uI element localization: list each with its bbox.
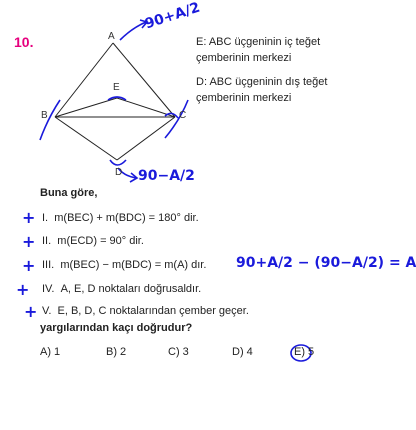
point-label-c: C bbox=[179, 110, 187, 121]
statement-text: E, B, D, C noktalarından çember geçer. bbox=[57, 305, 249, 317]
point-label-b: B bbox=[41, 110, 48, 121]
statement-roman: II. bbox=[42, 235, 52, 247]
statement-5 bbox=[42, 305, 249, 317]
statement-2 bbox=[42, 235, 144, 247]
check-mark-1: + bbox=[22, 208, 36, 227]
choice-a[interactable]: A) 1 bbox=[40, 346, 61, 358]
description-e-line2: çemberinin merkezi bbox=[196, 52, 292, 64]
point-label-a: A bbox=[108, 31, 115, 42]
check-mark-5: + bbox=[24, 302, 38, 321]
statement-roman: IV. bbox=[42, 283, 55, 295]
statement-text: m(BEC) − m(BDC) = m(A) dır. bbox=[60, 259, 207, 271]
side-ab bbox=[55, 43, 113, 117]
question-prompt: yargılarından kaçı doğrudur? bbox=[40, 322, 193, 334]
statement-roman: I. bbox=[42, 212, 49, 224]
point-label-e: E bbox=[113, 82, 120, 93]
handwriting-angle-bottom: 90−A/2 bbox=[138, 168, 195, 184]
question-stem: Buna göre, bbox=[40, 187, 98, 199]
check-mark-4: + bbox=[16, 280, 30, 299]
point-label-d: D bbox=[115, 167, 123, 178]
statement-text: A, E, D noktaları doğrusaldır. bbox=[60, 283, 202, 295]
statement-1 bbox=[42, 212, 199, 224]
statement-4 bbox=[42, 283, 201, 295]
segment-cd bbox=[117, 117, 175, 160]
statement-text: m(BEC) + m(BDC) = 180° dir. bbox=[54, 212, 199, 224]
statement-roman: III. bbox=[42, 259, 55, 271]
statement-roman: V. bbox=[42, 305, 52, 317]
check-mark-3: + bbox=[22, 256, 36, 275]
choice-b[interactable]: B) 2 bbox=[106, 346, 127, 358]
handwriting-equation: 90+A/2 − (90−A/2) = A bbox=[236, 255, 416, 271]
side-ac bbox=[113, 43, 175, 117]
description-d-line1: D: ABC üçgeninin dış teğet bbox=[196, 76, 328, 88]
description-e-line1: E: ABC üçgeninin iç teğet bbox=[196, 36, 321, 48]
choice-e[interactable]: E) 5 bbox=[294, 346, 315, 358]
segment-be bbox=[55, 98, 117, 117]
description-d-line2: çemberinin merkezi bbox=[196, 92, 292, 104]
check-mark-2: + bbox=[22, 232, 36, 251]
handwriting-angle-top: 90+A/2 bbox=[142, 0, 202, 33]
question-number: 10. bbox=[14, 34, 34, 50]
choice-c[interactable]: C) 3 bbox=[168, 346, 189, 358]
statement-3 bbox=[42, 259, 206, 271]
angle-arc-d bbox=[110, 160, 126, 165]
choice-d[interactable]: D) 4 bbox=[232, 346, 253, 358]
segment-bd bbox=[55, 117, 117, 160]
statement-text: m(ECD) = 90° dir. bbox=[57, 235, 144, 247]
arrow-top-line bbox=[120, 22, 146, 40]
